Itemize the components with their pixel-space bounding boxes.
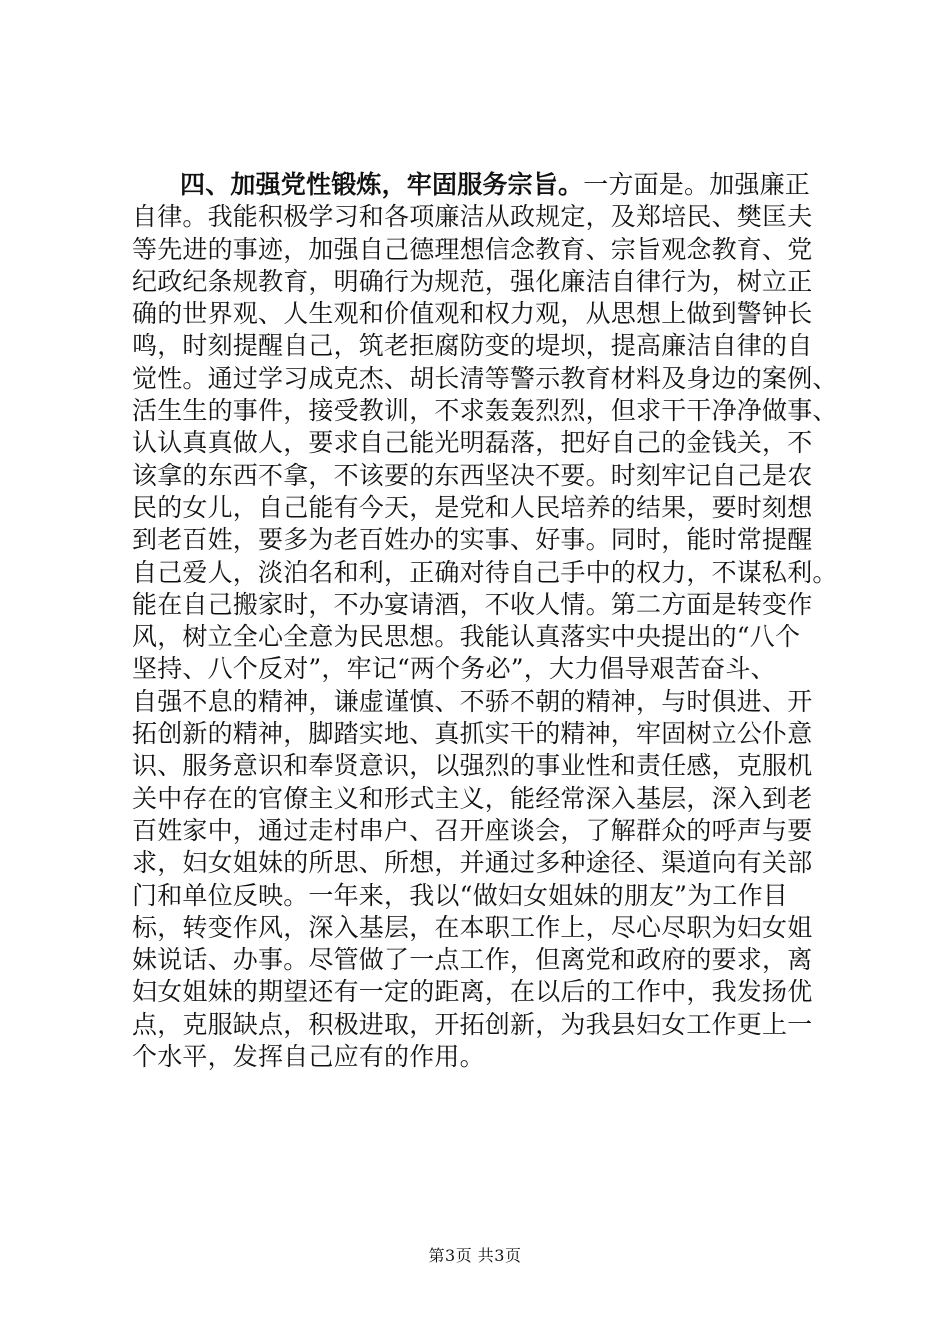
text-line: 自律。我能积极学习和各项廉洁从政规定，及郑培民、樊匡夫 — [132, 202, 813, 232]
text-line: 门和单位反映。一年来，我以“做妇女姐妹的朋友”为工作目 — [132, 880, 788, 910]
text-line: 识、服务意识和奉贤意识，以强烈的事业性和责任感，克服机 — [132, 751, 813, 781]
text-line: 民的女儿，自己能有今天，是党和人民培养的结果，要时刻想 — [132, 492, 813, 522]
body-paragraph — [132, 169, 840, 1073]
text-line: 确的世界观、人生观和价值观和权力观，从思想上做到警钟长 — [132, 299, 813, 329]
text-line: 认认真真做人，要求自己能光明磊落，把好自己的金钱关，不 — [132, 428, 813, 458]
text-line: 点，克服缺点，积极进取，开拓创新，为我县妇女工作更上一 — [132, 1009, 813, 1039]
text-line: 该拿的东西不拿，不该要的东西坚决不要。时刻牢记自己是农 — [132, 460, 813, 490]
text-line: 自己爱人，淡泊名和利，正确对待自己手中的权力，不谋私利。 — [132, 557, 838, 587]
text-line: 等先进的事迹，加强自己德理想信念教育、宗旨观念教育、党 — [132, 234, 813, 264]
first-line-text: 一方面是。加强廉正 — [583, 170, 811, 199]
text-line: 到老百姓，要多为老百姓办的实事、好事。同时，能时常提醒 — [132, 525, 813, 555]
text-line: 能在自己搬家时，不办宴请酒，不收人情。第二方面是转变作 — [132, 589, 813, 619]
section-heading: 四、加强党性锻炼，牢固服务宗旨。 — [180, 170, 584, 199]
text-line: 坚持、八个反对”，牢记“两个务必”，大力倡导艰苦奋斗、 — [132, 654, 776, 684]
text-line: 鸣，时刻提醒自己，筑老拒腐防变的堤坝，提高廉洁自律的自 — [132, 331, 813, 361]
text-line: 标，转变作风，深入基层，在本职工作上，尽心尽职为妇女姐 — [132, 912, 813, 942]
text-line: 自强不息的精神，谦虚谨慎、不骄不朝的精神，与时俱进、开 — [132, 686, 813, 716]
page-number-footer: 第3页 共3页 — [428, 1246, 522, 1265]
text-line: 风，树立全心全意为民思想。我能认真落实中央提出的“八个 — [132, 622, 801, 652]
text-line: 妇女姐妹的期望还有一定的距离，在以后的工作中，我发扬优 — [132, 977, 813, 1007]
text-line: 关中存在的官僚主义和形式主义，能经常深入基层，深入到老 — [132, 783, 813, 813]
text-line: 妹说话、办事。尽管做了一点工作，但离党和政府的要求，离 — [132, 945, 813, 975]
paragraph-first-line — [132, 169, 840, 201]
text-line: 个水平，发挥自己应有的作用。 — [132, 1042, 485, 1072]
text-line: 百姓家中，通过走村串户、召开座谈会，了解群众的呼声与要 — [132, 815, 813, 845]
text-line: 求，妇女姐妹的所思、所想，并通过多种途径、渠道向有关部 — [132, 848, 813, 878]
text-line: 活生生的事件，接受教训，不求轰轰烈烈，但求干干净净做事、 — [132, 396, 838, 426]
text-line: 觉性。通过学习成克杰、胡长清等警示教育材料及身边的案例、 — [132, 363, 838, 393]
text-line: 拓创新的精神，脚踏实地、真抓实干的精神，牢固树立公仆意 — [132, 719, 813, 749]
text-line: 纪政纪条规教育，明确行为规范，强化廉洁自律行为，树立正 — [132, 266, 813, 296]
